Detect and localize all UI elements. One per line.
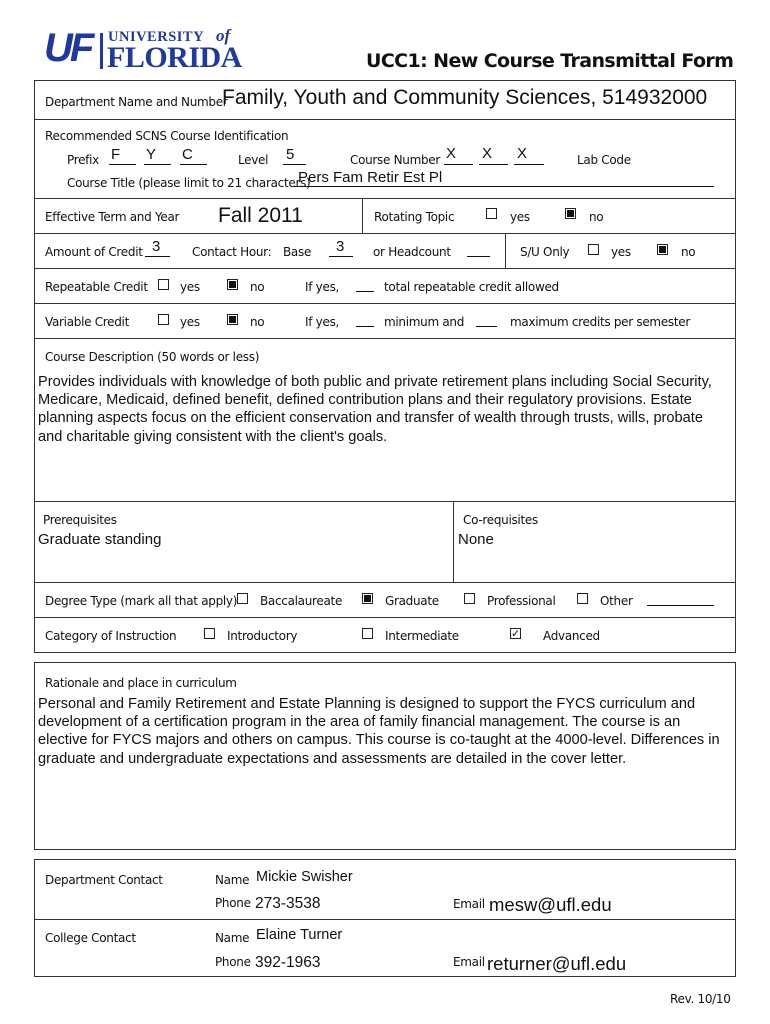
su-label: S/U Only: [520, 245, 570, 259]
college-contact-name-label: Name: [215, 931, 250, 945]
department-contact-phone[interactable]: 273-3538: [255, 895, 321, 912]
college-contact-name[interactable]: Elaine Turner: [256, 927, 343, 943]
department-contact-email-label: Email: [453, 897, 485, 911]
su-no-checkbox[interactable]: [657, 244, 668, 255]
department-value[interactable]: Family, Youth and Community Sciences, 514932000: [222, 86, 708, 109]
department-contact-name[interactable]: Mickie Swisher: [256, 869, 353, 885]
college-contact-phone[interactable]: 392-1963: [255, 954, 321, 971]
prefix-letter-3[interactable]: C: [182, 146, 193, 163]
base-value[interactable]: 3: [336, 238, 345, 255]
requisites-divider: [453, 501, 454, 583]
amount-underline: [145, 256, 170, 257]
category-label: Category of Instruction: [45, 629, 177, 643]
prefix-underline-2: [144, 164, 171, 165]
category-intermediate-label: Intermediate: [385, 629, 459, 643]
degree-other-checkbox[interactable]: [577, 593, 588, 604]
course-number-2[interactable]: X: [482, 145, 493, 162]
variable-max-underline[interactable]: [476, 326, 497, 327]
course-number-underline-1: [444, 164, 473, 165]
term-label: Effective Term and Year: [45, 210, 180, 224]
college-contact-phone-label: Phone: [215, 955, 251, 969]
su-yes-checkbox[interactable]: [588, 244, 599, 255]
repeatable-if-yes-label: If yes,: [305, 280, 340, 294]
prefix-letter-2[interactable]: Y: [146, 146, 157, 163]
prereq-label: Prerequisites: [43, 513, 117, 527]
lab-code-label: Lab Code: [577, 153, 631, 167]
department-label: Department Name and Number: [45, 95, 228, 109]
rotating-label: Rotating Topic: [374, 210, 455, 224]
course-number-label: Course Number: [350, 153, 441, 167]
repeatable-yes-checkbox[interactable]: [158, 279, 169, 290]
variable-yes-checkbox[interactable]: [158, 314, 169, 325]
level-underline: [283, 164, 306, 165]
description-label: Course Description (50 words or less): [45, 350, 260, 364]
prereq-value[interactable]: Graduate standing: [38, 531, 162, 548]
repeatable-no-checkbox[interactable]: [227, 279, 238, 290]
logo-divider: [100, 33, 103, 69]
course-title-label: Course Title (please limit to 21 characters): [67, 176, 311, 190]
amount-label: Amount of Credit: [45, 245, 143, 259]
repeatable-label: Repeatable Credit: [45, 280, 148, 294]
variable-yes-label: yes: [180, 315, 200, 329]
level-value[interactable]: 5: [286, 146, 295, 163]
category-advanced-checkbox[interactable]: ✓: [511, 627, 521, 640]
degree-other-underline[interactable]: [647, 605, 714, 606]
headcount-label: or Headcount: [373, 245, 451, 259]
logo-of: of: [216, 26, 231, 45]
variable-minimum-label: minimum and: [384, 315, 465, 329]
prefix-underline-3: [180, 164, 207, 165]
su-yes-label: yes: [611, 245, 631, 259]
su-divider: [505, 233, 506, 269]
rationale-label: Rationale and place in curriculum: [45, 676, 237, 690]
degree-professional-label: Professional: [487, 594, 556, 608]
su-no-label: no: [681, 245, 696, 259]
description-text[interactable]: Provides individuals with knowledge of both public and private retirement plans including Social Security, Medicare, Medicaid, defined benefit, defined contribution plans and their regulatory provisions. Estate planning aspects focus on the efficient conservation and transfer of wealth through trusts, wills, probate and charitable giving consistent with the client's goals.: [38, 374, 712, 445]
contact-label: Contact Hour:: [192, 245, 272, 259]
base-label: Base: [283, 245, 312, 259]
degree-graduate-checkbox[interactable]: [362, 593, 373, 604]
headcount-underline[interactable]: [467, 256, 490, 257]
contacts-divider: [34, 919, 736, 920]
scns-section-label: Recommended SCNS Course Identification: [45, 129, 289, 143]
category-intermediate-checkbox[interactable]: [362, 628, 373, 639]
department-contact-name-label: Name: [215, 873, 250, 887]
form-title: UCC1: New Course Transmittal Form: [366, 50, 734, 72]
degree-graduate-label: Graduate: [385, 594, 439, 608]
variable-maximum-label: maximum credits per semester: [510, 315, 690, 329]
prefix-label: Prefix: [67, 153, 99, 167]
amount-value[interactable]: 3: [152, 238, 161, 255]
college-contact-label: College Contact: [45, 931, 136, 945]
degree-other-label: Other: [600, 594, 633, 608]
variable-label: Variable Credit: [45, 315, 129, 329]
department-contact-phone-label: Phone: [215, 896, 251, 910]
college-contact-email-label: Email: [453, 955, 485, 969]
coreq-value[interactable]: None: [458, 531, 494, 548]
variable-if-yes-label: If yes,: [305, 315, 340, 329]
department-contact-label: Department Contact: [45, 873, 163, 887]
logo-university: UNIVERSITY: [108, 29, 205, 45]
prefix-underline-1: [109, 164, 136, 165]
course-number-underline-3: [514, 164, 544, 165]
category-introductory-checkbox[interactable]: [204, 628, 215, 639]
prefix-letter-1[interactable]: F: [111, 146, 121, 163]
degree-baccalaureate-label: Baccalaureate: [260, 594, 343, 608]
course-number-1[interactable]: X: [446, 145, 457, 162]
college-contact-email[interactable]: returner@ufl.edu: [487, 953, 627, 974]
repeatable-yes-label: yes: [180, 280, 200, 294]
variable-no-label: no: [250, 315, 265, 329]
uf-logo: [44, 26, 249, 74]
repeatable-no-label: no: [250, 280, 265, 294]
revision-label: Rev. 10/10: [670, 992, 731, 1006]
course-number-3[interactable]: X: [517, 145, 528, 162]
category-introductory-label: Introductory: [227, 629, 298, 643]
rotating-no-checkbox[interactable]: [565, 208, 576, 219]
course-number-underline-2: [479, 164, 508, 165]
level-label: Level: [238, 153, 269, 167]
degree-baccalaureate-checkbox[interactable]: [237, 593, 248, 604]
logo-florida: FLORIDA: [107, 41, 242, 74]
rotating-yes-checkbox[interactable]: [486, 208, 497, 219]
rotating-no-label: no: [589, 210, 604, 224]
term-value[interactable]: Fall 2011: [218, 204, 303, 227]
degree-label: Degree Type (mark all that apply): [45, 594, 238, 608]
course-title-underline: [294, 186, 714, 187]
degree-professional-checkbox[interactable]: [464, 593, 475, 604]
variable-no-checkbox[interactable]: [227, 314, 238, 325]
repeatable-total-label: total repeatable credit allowed: [384, 280, 559, 294]
repeatable-total-underline[interactable]: [356, 291, 374, 292]
rotating-yes-label: yes: [510, 210, 530, 224]
coreq-label: Co-requisites: [463, 513, 538, 527]
term-divider: [362, 198, 363, 234]
base-underline: [329, 256, 353, 257]
department-contact-email[interactable]: mesw@ufl.edu: [489, 894, 612, 915]
logo-uf: UF: [44, 26, 92, 70]
variable-min-underline[interactable]: [356, 326, 374, 327]
category-advanced-label: Advanced: [543, 629, 600, 643]
course-title-value[interactable]: Pers Fam Retir Est Pl: [298, 169, 443, 186]
rationale-text[interactable]: Personal and Family Retirement and Estate Planning is designed to support the FYCS curriculum and development of a certification program in the area of family financial management. The course is an elective for FYCS majors and others on campus. This course is co-taught at the 4000-level. Differences in graduate and undergraduate expectations and assessments are detailed in the cover letter.: [38, 696, 720, 767]
